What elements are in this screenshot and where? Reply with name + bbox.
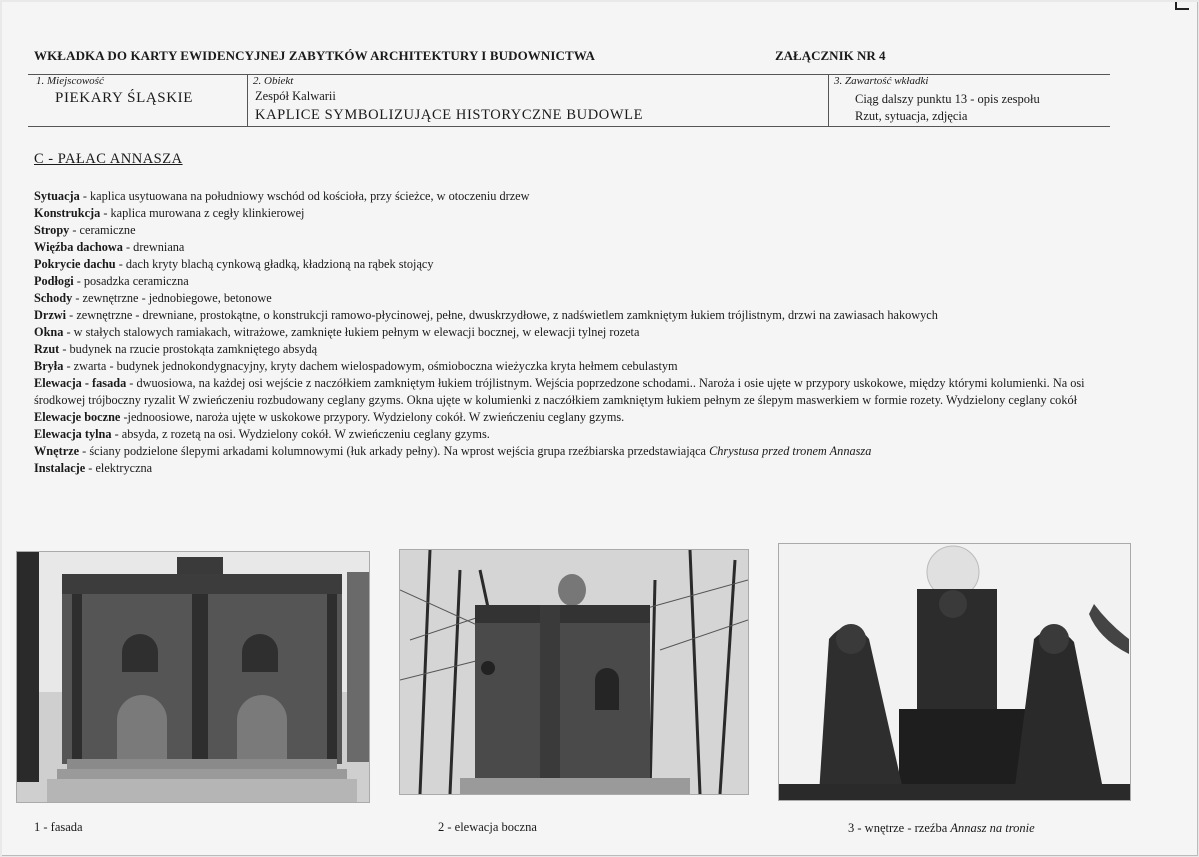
description-term: Pokrycie dachu	[34, 257, 116, 271]
description-text-segment: - drewniana	[122, 240, 185, 254]
description-term: Konstrukcja	[34, 206, 101, 220]
description-term: Schody	[34, 291, 73, 305]
description-term: Podłogi	[34, 274, 74, 288]
caption-photo-1: 1 - fasada	[34, 820, 83, 834]
description-line	[34, 324, 1114, 341]
annex-label: ZAŁĄCZNIK NR 4	[775, 48, 886, 63]
description-line	[34, 358, 1114, 375]
description-line	[34, 307, 1114, 324]
description-text-segment: - budynek na rzucie prostokąta zamkniętego absydą	[59, 342, 318, 356]
document-title: WKŁADKA DO KARTY EWIDENCYJNEJ ZABYTKÓW ARCHITEKTURY I BUDOWNICTWA	[34, 48, 595, 63]
description-line	[34, 256, 1114, 273]
description-text-segment: - zewnętrzne - jednobiegowe, betonowe	[72, 291, 272, 305]
photo-interior	[778, 543, 1131, 801]
description-text-segment: - elektryczna	[85, 461, 153, 475]
object-cell	[247, 75, 828, 126]
description-text-segment: - dach kryty blachą cynkową gładką, kładzioną na rąbek stojący	[115, 257, 434, 271]
contents-label: 3. Zawartość wkładki	[834, 75, 929, 87]
info-table	[28, 74, 1110, 127]
contents-line-2: Rzut, sytuacja, zdjęcia	[855, 109, 968, 123]
section-title: C - PAŁAC ANNASZA	[34, 151, 183, 167]
description-italic-title: Chrystusa przed tronem Annasza	[709, 444, 872, 458]
caption-photo-2: 2 - elewacja boczna	[438, 820, 537, 834]
description-line	[34, 460, 1114, 477]
photo-facade	[16, 551, 370, 803]
description-text-segment: - ściany podzielone ślepymi arkadami kolumnowymi (łuk arkady pełny). Na wprost wejścia grupa rzeźbiarska przedstawiająca	[79, 444, 710, 458]
locality-label: 1. Miejscowość	[36, 75, 104, 87]
description-line	[34, 443, 1114, 460]
description-term: Elewacje boczne	[34, 410, 121, 424]
description-text-segment: - zewnętrzne - drewniane, prostokątne, o konstrukcji ramowo-płycinowej, pełne, dwuskrzydłowe, z nadświetlem zamkniętym łukiem trójlistnym, drzwi na zawiasach hakowych	[66, 308, 938, 322]
object-label: 2. Obiekt	[253, 75, 294, 87]
description-term: Elewacja - fasada	[34, 376, 127, 390]
caption-photo-3-title: Annasz na tronie	[950, 821, 1035, 835]
facade-image	[17, 552, 369, 802]
description-text-segment: - kaplica murowana z cegły klinkierowej	[100, 206, 305, 220]
corner-mark	[1175, 2, 1189, 10]
description-term: Wnętrze	[34, 444, 80, 458]
object-value: KAPLICE SYMBOLIZUJĄCE HISTORYCZNE BUDOWLE	[255, 107, 644, 123]
description-text-segment: - ceramiczne	[69, 223, 136, 237]
description-text-segment: - w stałych stalowych ramiakach, witrażowe, zamknięte łukiem pełnym w elewacji bocznej, w elewacji tylnej rozeta	[63, 325, 640, 339]
description-line	[34, 409, 1114, 426]
description-text-segment: - posadzka ceramiczna	[73, 274, 189, 288]
document-sheet	[2, 2, 1198, 856]
description-line	[34, 375, 1114, 409]
interior-sculpture-image	[779, 544, 1130, 800]
locality-cell	[28, 75, 246, 126]
description-line	[34, 188, 1114, 205]
description-line	[34, 426, 1114, 443]
description-line	[34, 239, 1114, 256]
description-term: Drzwi	[34, 308, 67, 322]
description-term: Więźba dachowa	[34, 240, 123, 254]
description-term: Instalacje	[34, 461, 86, 475]
photo-side-elevation	[399, 549, 749, 795]
locality-value: PIEKARY ŚLĄSKIE	[55, 90, 194, 106]
description-text-segment: - dwuosiowa, na każdej osi wejście z naczółkiem zamkniętym łukiem trójlistnym. Wejścia poprzedzone schodami.. Naroża i osie ujęte w przypory uskokowe, między którymi kolumienki. Na osi środkowej trójboczny ryzalit W zwieńczeniu rozbudowany ceglany gzyms. Okna ujęte w kolumienki z naczółkiem zamkniętym łukiem pełnym ze ślepym maswerkiem w formie rozety. Wydzielony ceglany cokół	[34, 376, 1085, 407]
description-term: Rzut	[34, 342, 60, 356]
contents-line-1: Ciąg dalszy punktu 13 - opis zespołu	[855, 92, 1040, 106]
description-text	[34, 188, 1114, 477]
description-term: Elewacja tylna	[34, 427, 112, 441]
description-text-segment: -jednoosiowe, naroża ujęte w uskokowe przypory. Wydzielony cokół. W zwieńczeniu ceglany gzyms.	[120, 410, 625, 424]
contents-cell	[828, 75, 1111, 126]
description-term: Sytuacja	[34, 189, 80, 203]
description-line	[34, 222, 1114, 239]
side-elevation-image	[400, 550, 748, 794]
object-subvalue: Zespół Kalwarii	[255, 89, 336, 103]
description-text-segment: - zwarta - budynek jednokondygnacyjny, kryty dachem wielospadowym, ośmioboczna wieżyczka kryta hełmem cebulastym	[63, 359, 678, 373]
description-term: Stropy	[34, 223, 70, 237]
description-line	[34, 205, 1114, 222]
caption-photo-3	[848, 821, 1035, 836]
description-text-segment: - absyda, z rozetą na osi. Wydzielony cokół. W zwieńczeniu ceglany gzyms.	[111, 427, 490, 441]
description-term: Bryła	[34, 359, 64, 373]
caption-photo-3-prefix: 3 - wnętrze - rzeźba	[848, 821, 951, 835]
description-line	[34, 273, 1114, 290]
description-line	[34, 341, 1114, 358]
description-text-segment: - kaplica usytuowana na południowy wschód od kościoła, przy ścieżce, w otoczeniu drzew	[79, 189, 530, 203]
description-line	[34, 290, 1114, 307]
description-term: Okna	[34, 325, 64, 339]
